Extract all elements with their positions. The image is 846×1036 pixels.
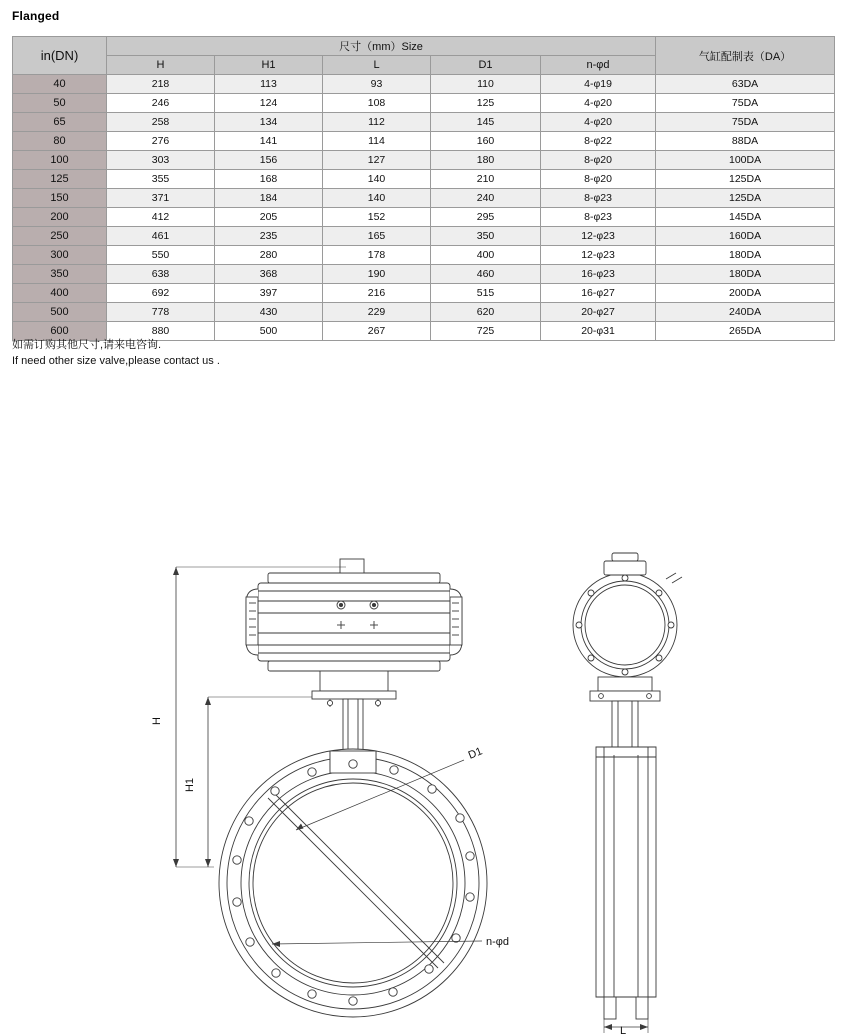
cell-d1: 145 (431, 113, 541, 132)
cell-h1: 397 (215, 284, 323, 303)
header-size-group: 尺寸（mm）Size (107, 37, 656, 56)
header-n-phi-d: n-φd (541, 56, 656, 75)
cell-l: 190 (323, 265, 431, 284)
technical-drawing (0, 545, 846, 1036)
page-title: Flanged (12, 9, 60, 23)
cell-dn: 40 (13, 75, 107, 94)
cell-h: 461 (107, 227, 215, 246)
cell-da: 75DA (656, 94, 835, 113)
cell-d1: 350 (431, 227, 541, 246)
dimension-label-h: H (151, 717, 163, 725)
cell-n-phi-d: 20-φ27 (541, 303, 656, 322)
cell-h: 246 (107, 94, 215, 113)
cell-d1: 515 (431, 284, 541, 303)
cell-da: 180DA (656, 246, 835, 265)
cell-l: 152 (323, 208, 431, 227)
table-row (13, 265, 835, 284)
cell-da: 125DA (656, 189, 835, 208)
cell-h1: 430 (215, 303, 323, 322)
table-row (13, 189, 835, 208)
cell-l: 114 (323, 132, 431, 151)
table-row (13, 132, 835, 151)
cell-n-phi-d: 8-φ20 (541, 170, 656, 189)
cell-dn: 350 (13, 265, 107, 284)
cell-da: 200DA (656, 284, 835, 303)
cell-h: 638 (107, 265, 215, 284)
cell-l: 140 (323, 189, 431, 208)
cell-da: 63DA (656, 75, 835, 94)
cell-h1: 184 (215, 189, 323, 208)
cell-d1: 180 (431, 151, 541, 170)
cell-n-phi-d: 8-φ22 (541, 132, 656, 151)
cell-da: 240DA (656, 303, 835, 322)
cell-dn: 500 (13, 303, 107, 322)
cell-n-phi-d: 16-φ27 (541, 284, 656, 303)
header-dn: in(DN) (13, 37, 107, 75)
table-header-row-1 (13, 37, 835, 56)
dimension-label-l: L (620, 1025, 627, 1036)
cell-d1: 400 (431, 246, 541, 265)
cell-h: 371 (107, 189, 215, 208)
dimension-label-n-phi-d: n-φd (486, 936, 510, 948)
cell-h1: 280 (215, 246, 323, 265)
cell-h1: 156 (215, 151, 323, 170)
table-row (13, 94, 835, 113)
cell-dn: 150 (13, 189, 107, 208)
cell-n-phi-d: 12-φ23 (541, 246, 656, 265)
note-english: If need other size valve,please contact us . (12, 355, 220, 367)
dimension-label-d1: D1 (466, 745, 485, 762)
cell-d1: 295 (431, 208, 541, 227)
cell-dn: 200 (13, 208, 107, 227)
cell-dn: 300 (13, 246, 107, 265)
cell-dn: 250 (13, 227, 107, 246)
cell-l: 127 (323, 151, 431, 170)
cell-dn: 50 (13, 94, 107, 113)
cell-h: 880 (107, 322, 215, 341)
cell-d1: 110 (431, 75, 541, 94)
cell-h1: 368 (215, 265, 323, 284)
cell-da: 100DA (656, 151, 835, 170)
cell-h1: 113 (215, 75, 323, 94)
cell-n-phi-d: 8-φ20 (541, 151, 656, 170)
cell-d1: 725 (431, 322, 541, 341)
cell-n-phi-d: 4-φ20 (541, 94, 656, 113)
table-row (13, 170, 835, 189)
table-row (13, 246, 835, 265)
cell-n-phi-d: 4-φ19 (541, 75, 656, 94)
cell-da: 145DA (656, 208, 835, 227)
cell-da: 88DA (656, 132, 835, 151)
cell-l: 216 (323, 284, 431, 303)
cell-l: 112 (323, 113, 431, 132)
cell-h1: 500 (215, 322, 323, 341)
note-chinese: 如需订购其他尺寸,请来电咨询. (12, 339, 162, 351)
cell-da: 125DA (656, 170, 835, 189)
cell-n-phi-d: 8-φ23 (541, 208, 656, 227)
header-cylinder-da: 气缸配制表（DA） (656, 37, 835, 75)
cell-n-phi-d: 20-φ31 (541, 322, 656, 341)
table-row (13, 227, 835, 246)
cell-dn: 65 (13, 113, 107, 132)
table-row (13, 208, 835, 227)
cell-da: 160DA (656, 227, 835, 246)
cell-dn: 400 (13, 284, 107, 303)
cell-da: 75DA (656, 113, 835, 132)
cell-d1: 210 (431, 170, 541, 189)
cell-h: 355 (107, 170, 215, 189)
cell-h1: 134 (215, 113, 323, 132)
cell-dn: 600 (13, 322, 107, 341)
cell-l: 267 (323, 322, 431, 341)
header-l: L (323, 56, 431, 75)
cell-dn: 125 (13, 170, 107, 189)
cell-l: 108 (323, 94, 431, 113)
cell-da: 180DA (656, 265, 835, 284)
cell-h1: 235 (215, 227, 323, 246)
cell-h1: 141 (215, 132, 323, 151)
table-row (13, 151, 835, 170)
header-d1: D1 (431, 56, 541, 75)
cell-l: 165 (323, 227, 431, 246)
cell-h1: 205 (215, 208, 323, 227)
cell-h: 692 (107, 284, 215, 303)
cell-d1: 125 (431, 94, 541, 113)
cell-l: 229 (323, 303, 431, 322)
cell-n-phi-d: 4-φ20 (541, 113, 656, 132)
table-row (13, 284, 835, 303)
cell-h: 412 (107, 208, 215, 227)
cell-n-phi-d: 12-φ23 (541, 227, 656, 246)
cell-h: 303 (107, 151, 215, 170)
cell-d1: 620 (431, 303, 541, 322)
cell-l: 140 (323, 170, 431, 189)
dimension-label-h1: H1 (184, 777, 196, 793)
cell-h: 276 (107, 132, 215, 151)
cell-h: 258 (107, 113, 215, 132)
cell-l: 93 (323, 75, 431, 94)
cell-h: 218 (107, 75, 215, 94)
cell-d1: 240 (431, 189, 541, 208)
cell-d1: 460 (431, 265, 541, 284)
table-row (13, 75, 835, 94)
header-h1: H1 (215, 56, 323, 75)
cell-h1: 168 (215, 170, 323, 189)
cell-h: 778 (107, 303, 215, 322)
cell-dn: 80 (13, 132, 107, 151)
specifications-table (12, 36, 835, 341)
cell-da: 265DA (656, 322, 835, 341)
cell-d1: 160 (431, 132, 541, 151)
cell-n-phi-d: 8-φ23 (541, 189, 656, 208)
table-row (13, 113, 835, 132)
cell-dn: 100 (13, 151, 107, 170)
cell-n-phi-d: 16-φ23 (541, 265, 656, 284)
header-h: H (107, 56, 215, 75)
cell-h: 550 (107, 246, 215, 265)
cell-h1: 124 (215, 94, 323, 113)
table-row (13, 303, 835, 322)
cell-l: 178 (323, 246, 431, 265)
